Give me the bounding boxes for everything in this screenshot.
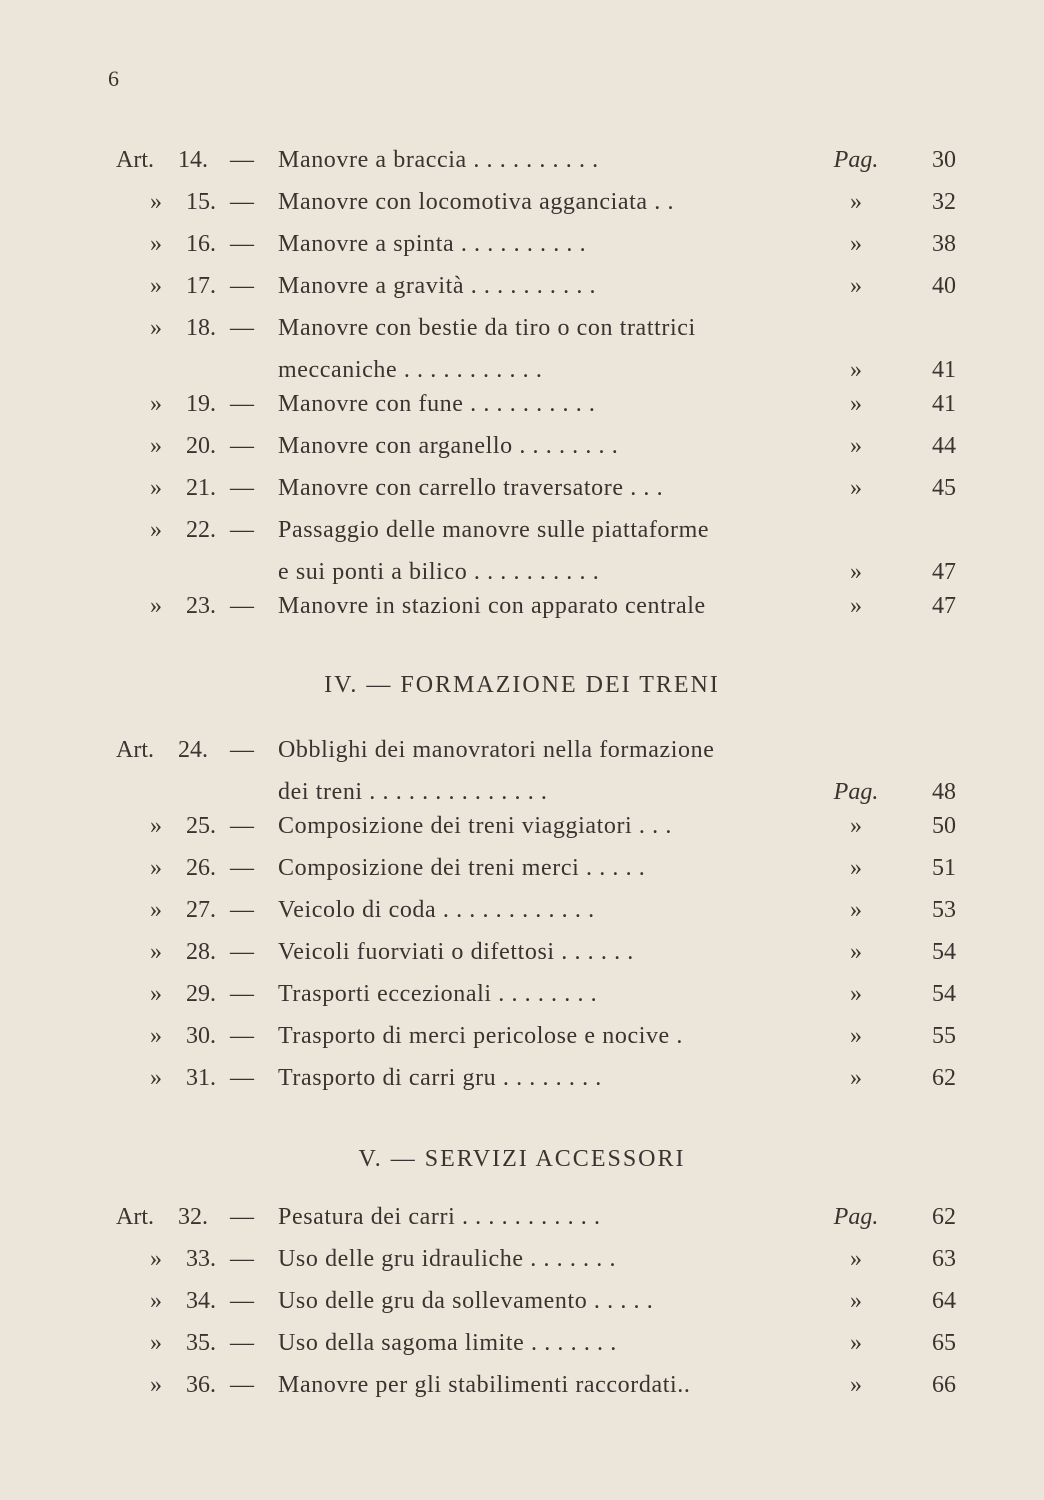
em-dash: — — [230, 1065, 254, 1091]
entry-title — [278, 1057, 818, 1099]
page-ref: 66 — [932, 1372, 956, 1398]
article-prefix: » — [150, 315, 162, 341]
article-prefix: Art. — [116, 737, 154, 763]
article-label — [150, 1368, 216, 1402]
entry-title-line: Trasporto di carri gru . . . . . . . . — [278, 1065, 602, 1091]
article-number: 24. — [178, 737, 208, 763]
article-number: 19. — [186, 391, 216, 417]
entry-title — [278, 1238, 818, 1280]
em-dash: — — [230, 1330, 254, 1356]
article-number: 26. — [186, 855, 216, 881]
article-number: 30. — [186, 1023, 216, 1049]
page-label: » — [850, 981, 862, 1007]
entry-title — [278, 847, 818, 889]
entry-title-line: Trasporto di merci pericolose e nocive . — [278, 1023, 684, 1049]
entry-title — [278, 425, 818, 467]
page-ref: 55 — [932, 1023, 956, 1049]
page-label: » — [850, 189, 862, 215]
page-label: » — [850, 939, 862, 965]
entry-title — [278, 931, 818, 973]
article-number: 34. — [186, 1288, 216, 1314]
section-heading: IV. — FORMAZIONE DEI TRENI — [324, 672, 720, 698]
article-label — [150, 185, 216, 219]
page-number: 6 — [108, 66, 119, 91]
entry-title — [278, 805, 818, 847]
page-ref: 38 — [932, 231, 956, 257]
entry-title-line: Manovre con arganello . . . . . . . . — [278, 433, 619, 459]
section-heading: V. — SERVIZI ACCESSORI — [358, 1146, 686, 1172]
page-label: » — [850, 1330, 862, 1356]
article-prefix: » — [150, 981, 162, 1007]
page-label: Pag. — [833, 1204, 879, 1230]
entry-title-line: Manovre in stazioni con apparato centrale — [278, 593, 706, 619]
em-dash: — — [230, 517, 254, 543]
page-label: » — [850, 1288, 862, 1314]
entry-title — [278, 139, 818, 181]
article-prefix: Art. — [116, 1204, 154, 1230]
article-label — [150, 311, 216, 345]
entry-title-line: Veicoli fuorviati o difettosi . . . . . . — [278, 939, 634, 965]
article-prefix: » — [150, 939, 162, 965]
article-label — [150, 589, 216, 623]
article-number: 25. — [186, 813, 216, 839]
article-number: 22. — [186, 517, 216, 543]
entry-title — [278, 383, 818, 425]
entry-title-line: Uso della sagoma limite . . . . . . . — [278, 1330, 617, 1356]
page-label: » — [850, 897, 862, 923]
entry-title-line: dei treni . . . . . . . . . . . . . . — [278, 779, 548, 805]
article-prefix: » — [150, 517, 162, 543]
page-ref: 65 — [932, 1330, 956, 1356]
page-label: » — [850, 1372, 862, 1398]
entry-title-line: meccaniche . . . . . . . . . . . — [278, 357, 543, 383]
article-prefix: » — [150, 1330, 162, 1356]
page-label: » — [850, 1246, 862, 1272]
article-number: 28. — [186, 939, 216, 965]
article-prefix: » — [150, 189, 162, 215]
article-number: 15. — [186, 189, 216, 215]
article-label — [150, 851, 216, 885]
entry-title — [278, 729, 818, 813]
entry-title — [278, 889, 818, 931]
page-ref: 62 — [932, 1065, 956, 1091]
page-label: » — [850, 433, 862, 459]
article-number: 17. — [186, 273, 216, 299]
em-dash: — — [230, 897, 254, 923]
em-dash: — — [230, 1372, 254, 1398]
article-label — [150, 1284, 216, 1318]
article-prefix: » — [150, 593, 162, 619]
article-number: 35. — [186, 1330, 216, 1356]
entry-title — [278, 1196, 818, 1238]
em-dash: — — [230, 981, 254, 1007]
entry-title-line: Pesatura dei carri . . . . . . . . . . . — [278, 1204, 601, 1230]
em-dash: — — [230, 475, 254, 501]
em-dash: — — [230, 939, 254, 965]
entry-title — [278, 973, 818, 1015]
em-dash: — — [230, 593, 254, 619]
article-prefix: » — [150, 231, 162, 257]
page-ref: 54 — [932, 939, 956, 965]
entry-title-line: Manovre con bestie da tiro o con trattrici — [278, 315, 696, 341]
em-dash: — — [230, 855, 254, 881]
article-label — [150, 977, 216, 1011]
article-number: 27. — [186, 897, 216, 923]
article-number: 31. — [186, 1065, 216, 1091]
article-prefix: » — [150, 433, 162, 459]
article-number: 32. — [178, 1204, 208, 1230]
entry-title — [278, 181, 818, 223]
article-number: 20. — [186, 433, 216, 459]
entry-title-line: Manovre con fune . . . . . . . . . . — [278, 391, 596, 417]
entry-title — [278, 223, 818, 265]
page-ref: 63 — [932, 1246, 956, 1272]
article-prefix: » — [150, 855, 162, 881]
entry-title — [278, 1280, 818, 1322]
article-prefix: » — [150, 813, 162, 839]
page-label: » — [850, 357, 862, 383]
entry-title-line: Manovre a spinta . . . . . . . . . . — [278, 231, 587, 257]
article-number: 23. — [186, 593, 216, 619]
article-label — [150, 387, 216, 421]
entry-title — [278, 1322, 818, 1364]
article-prefix: » — [150, 1288, 162, 1314]
article-label — [150, 269, 216, 303]
page-ref: 47 — [932, 593, 956, 619]
article-prefix: » — [150, 391, 162, 417]
page-label: » — [850, 593, 862, 619]
page-label: Pag. — [833, 779, 879, 805]
article-number: 16. — [186, 231, 216, 257]
page-ref: 41 — [932, 357, 956, 383]
page-ref: 51 — [932, 855, 956, 881]
entry-title-line: Manovre per gli stabilimenti raccordati.. — [278, 1372, 691, 1398]
article-prefix: » — [150, 475, 162, 501]
article-label — [150, 893, 216, 927]
page-label: » — [850, 475, 862, 501]
entry-title — [278, 509, 818, 593]
page-ref: 40 — [932, 273, 956, 299]
em-dash: — — [230, 813, 254, 839]
em-dash: — — [230, 391, 254, 417]
entry-title-line: Uso delle gru idrauliche . . . . . . . — [278, 1246, 617, 1272]
page-ref: 53 — [932, 897, 956, 923]
page-ref: 45 — [932, 475, 956, 501]
article-number: 18. — [186, 315, 216, 341]
article-number: 14. — [178, 147, 208, 173]
article-prefix: Art. — [116, 147, 154, 173]
entry-title-line: Veicolo di coda . . . . . . . . . . . . — [278, 897, 595, 923]
entry-title-line: e sui ponti a bilico . . . . . . . . . . — [278, 559, 600, 585]
entry-title-line: Uso delle gru da sollevamento . . . . . — [278, 1288, 654, 1314]
em-dash: — — [230, 315, 254, 341]
entry-title-line: Manovre a gravità . . . . . . . . . . — [278, 273, 597, 299]
page-ref: 62 — [932, 1204, 956, 1230]
em-dash: — — [230, 189, 254, 215]
article-label — [150, 1019, 216, 1053]
entry-title-line: Composizione dei treni merci . . . . . — [278, 855, 646, 881]
page-ref: 48 — [932, 779, 956, 805]
entry-title-line: Obblighi dei manovratori nella formazione — [278, 737, 715, 763]
em-dash: — — [230, 1246, 254, 1272]
em-dash: — — [230, 433, 254, 459]
article-prefix: » — [150, 273, 162, 299]
article-label — [150, 1242, 216, 1276]
article-label — [116, 733, 208, 767]
article-label — [150, 1326, 216, 1360]
article-number: 36. — [186, 1372, 216, 1398]
article-label — [116, 1200, 208, 1234]
entry-title — [278, 1015, 818, 1057]
entry-title — [278, 307, 818, 391]
page-ref: 41 — [932, 391, 956, 417]
page-label: » — [850, 391, 862, 417]
page-label: » — [850, 1023, 862, 1049]
page-label: » — [850, 1065, 862, 1091]
page-label: » — [850, 855, 862, 881]
article-label — [150, 935, 216, 969]
em-dash: — — [230, 1288, 254, 1314]
page-ref: 47 — [932, 559, 956, 585]
article-label — [150, 429, 216, 463]
article-prefix: » — [150, 1246, 162, 1272]
entry-title — [278, 585, 818, 627]
article-prefix: » — [150, 1065, 162, 1091]
article-label — [150, 809, 216, 843]
entry-title-line: Composizione dei treni viaggiatori . . . — [278, 813, 672, 839]
article-number: 33. — [186, 1246, 216, 1272]
page-label: Pag. — [833, 147, 879, 173]
page-label: » — [850, 813, 862, 839]
entry-title — [278, 467, 818, 509]
page-ref: 50 — [932, 813, 956, 839]
entry-title-line: Manovre con carrello traversatore . . . — [278, 475, 664, 501]
page-label: » — [850, 231, 862, 257]
entry-title-line: Passaggio delle manovre sulle piattaforme — [278, 517, 710, 543]
em-dash: — — [230, 231, 254, 257]
article-label — [150, 513, 216, 547]
entry-title-line: Manovre a braccia . . . . . . . . . . — [278, 147, 599, 173]
entry-title-line: Trasporti eccezionali . . . . . . . . — [278, 981, 598, 1007]
entry-title — [278, 1364, 818, 1406]
em-dash: — — [230, 1204, 254, 1230]
article-prefix: » — [150, 897, 162, 923]
page-label: » — [850, 273, 862, 299]
page-ref: 32 — [932, 189, 956, 215]
em-dash: — — [230, 1023, 254, 1049]
page-ref: 30 — [932, 147, 956, 173]
entry-title-line: Manovre con locomotiva agganciata . . — [278, 189, 675, 215]
page-label: » — [850, 559, 862, 585]
article-number: 29. — [186, 981, 216, 1007]
page-ref: 44 — [932, 433, 956, 459]
article-number: 21. — [186, 475, 216, 501]
article-label — [150, 471, 216, 505]
article-prefix: » — [150, 1372, 162, 1398]
article-label — [150, 1061, 216, 1095]
em-dash: — — [230, 147, 254, 173]
entry-title — [278, 265, 818, 307]
page-ref: 64 — [932, 1288, 956, 1314]
article-label — [150, 227, 216, 261]
em-dash: — — [230, 737, 254, 763]
em-dash: — — [230, 273, 254, 299]
page-ref: 54 — [932, 981, 956, 1007]
article-prefix: » — [150, 1023, 162, 1049]
article-label — [116, 143, 208, 177]
